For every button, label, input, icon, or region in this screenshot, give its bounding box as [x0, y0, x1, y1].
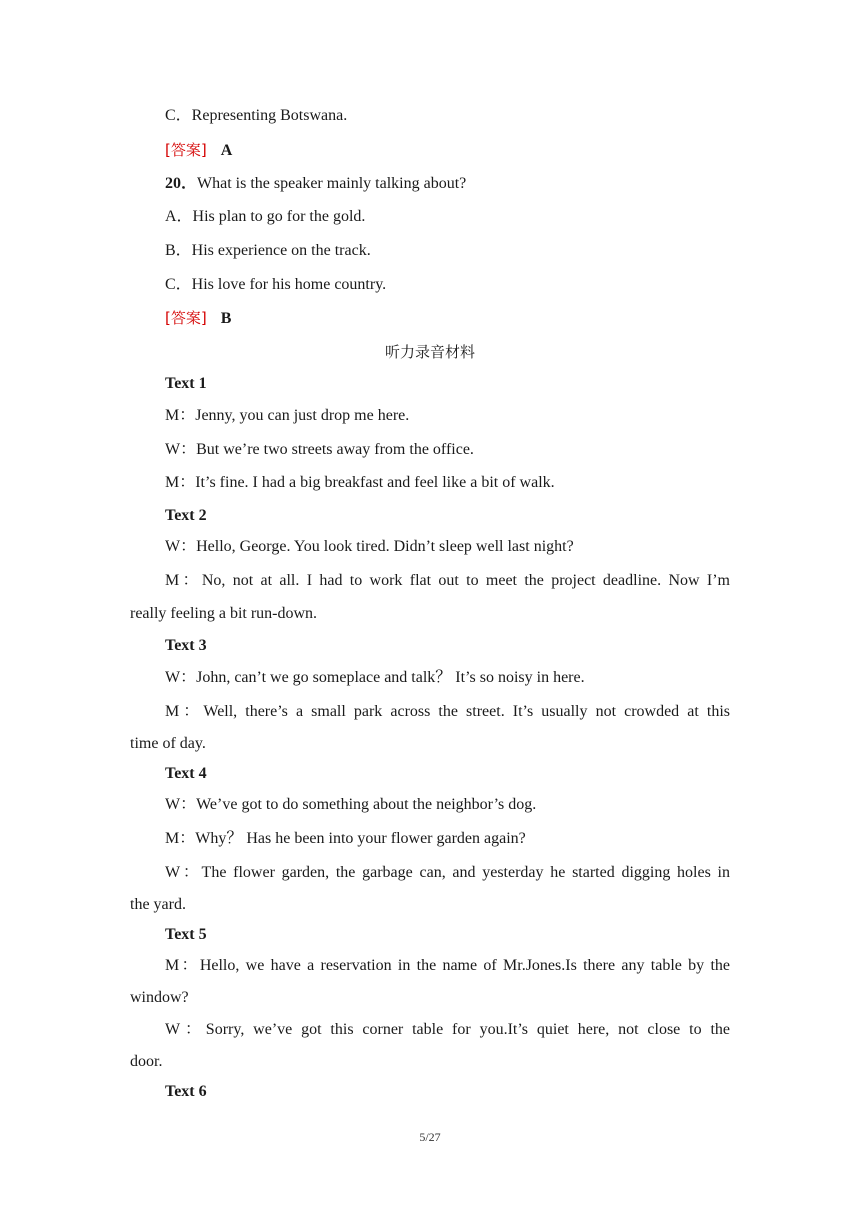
text-4-line-1: W：We’ve got to do something about the neighbor’s dog.	[165, 796, 537, 813]
q20-option-c: C．His love for his home country.	[165, 276, 387, 293]
text-3-line-2b: time of day.	[130, 735, 206, 752]
text-1-title: Text 1	[165, 375, 207, 392]
text-4-title: Text 4	[165, 765, 207, 782]
text-3-line-2a: M：Well, there’s a small park across the street. It’s usually not crowded at this	[165, 703, 730, 720]
page-number: 5/27	[419, 1130, 441, 1144]
text-5-title: Text 5	[165, 926, 207, 943]
section-title: 听力录音材料	[384, 343, 475, 361]
q19-option-c: C．Representing Botswana.	[165, 107, 348, 124]
text-2-title: Text 2	[165, 507, 207, 524]
question-number: 20．	[165, 175, 198, 192]
q19-answer	[165, 140, 860, 161]
text-5-line-1a: M：Hello, we have a reservation in the name of Mr.Jones.Is there any table by the	[165, 957, 730, 974]
text-4-line-3a: W：The flower garden, the garbage can, and yesterday he started digging holes in	[165, 864, 730, 881]
text-3-title: Text 3	[165, 637, 207, 654]
text-5-line-2b: door.	[130, 1053, 163, 1070]
answer-value: A	[220, 142, 233, 159]
q20-answer	[165, 308, 860, 329]
text-3-line-1: W：John, can’t we go someplace and talk？ It’s so noisy in here.	[165, 669, 585, 686]
text-2-line-2a: M：No, not at all. I had to work flat out to meet the project deadline. Now I’m	[165, 572, 730, 589]
text-6-title: Text 6	[165, 1083, 207, 1100]
text-1-line-2: W：But we’re two streets away from the office.	[165, 441, 474, 458]
text-5-line-1b: window?	[130, 989, 189, 1006]
text-4-line-3b: the yard.	[130, 896, 186, 913]
text-2-line-2b: really feeling a bit run-down.	[130, 605, 318, 622]
text-5-line-2a: W：Sorry, we’ve got this corner table for you.It’s quiet here, not close to the	[165, 1021, 730, 1038]
text-4-line-2: M：Why？ Has he been into your flower garden again?	[165, 830, 526, 847]
text-1-line-1: M：Jenny, you can just drop me here.	[165, 407, 410, 424]
text-2-line-1: W：Hello, George. You look tired. Didn’t sleep well last night?	[165, 538, 574, 555]
answer-label: [答案]	[165, 309, 207, 327]
q20-option-a: A．His plan to go for the gold.	[165, 208, 366, 225]
question-text: What is the speaker mainly talking about?	[197, 175, 467, 192]
answer-value: B	[220, 310, 232, 327]
text-1-line-3: M：It’s fine. I had a big breakfast and feel like a bit of walk.	[165, 474, 555, 491]
q20-option-b: B．His experience on the track.	[165, 242, 371, 259]
q20-question	[165, 174, 860, 194]
answer-label: [答案]	[165, 141, 207, 159]
